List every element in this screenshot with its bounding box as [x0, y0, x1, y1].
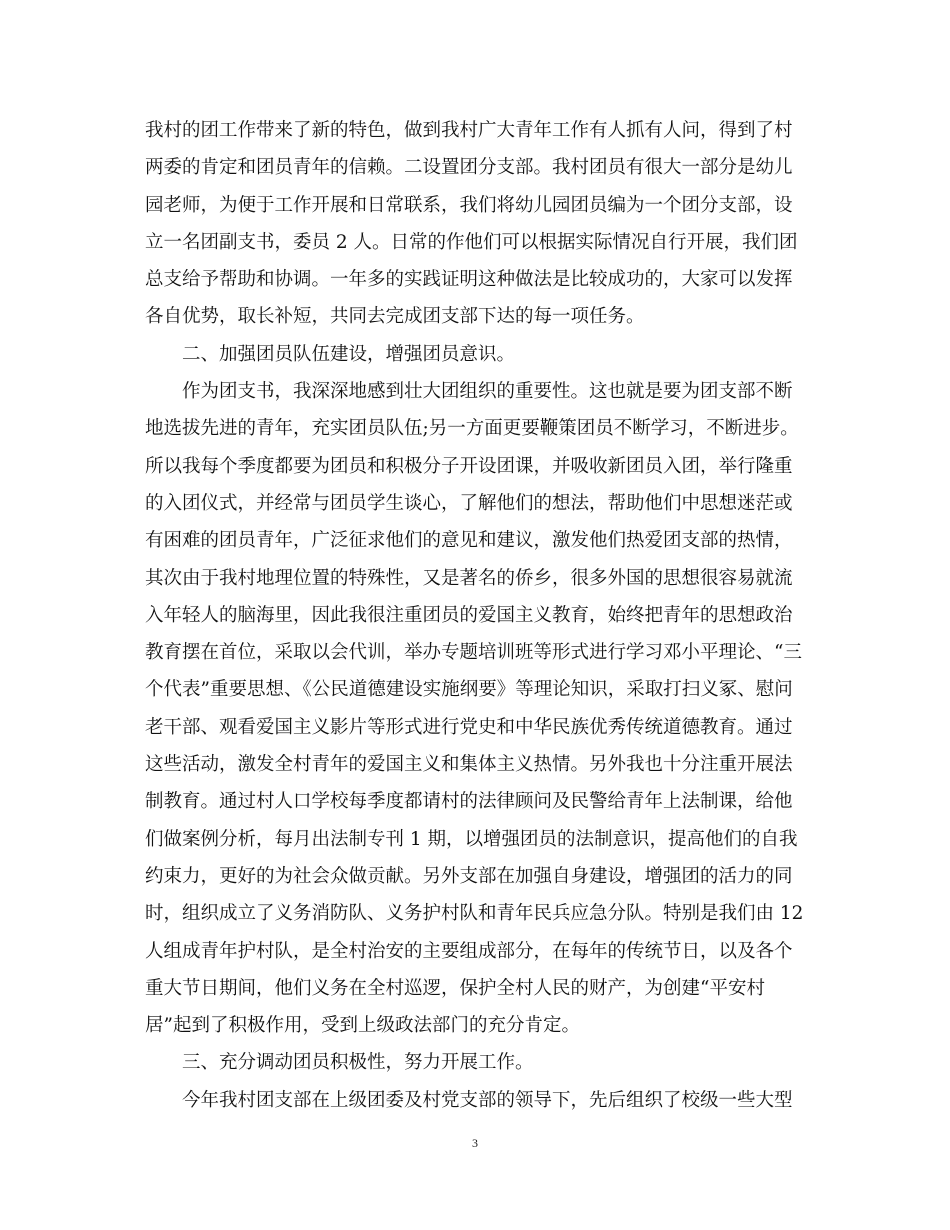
text-line: 有困难的团员青年，广泛征求他们的意见和建议，激发他们热爱团支部的热情， — [145, 530, 793, 552]
text-line: 约束力，更好的为社会众做贡献。另外支部在加强自身建设，增强团的活力的同 — [145, 865, 793, 887]
text-line: 们做案例分析，每月出法制专刊 1 期，以增强团员的法制意识，提高他们的自我 — [145, 828, 798, 850]
text-line: 入年轻人的脑海里，因此我很注重团员的爱国主义教育，始终把青年的思想政治 — [145, 604, 793, 626]
text-line: 我村的团工作带来了新的特色，做到我村广大青年工作有人抓有人问，得到了村 — [145, 120, 793, 141]
text-line: 这些活动，激发全村青年的爱国主义和集体主义热情。另外我也十分注重开展法 — [145, 754, 793, 776]
text-line: 居”起到了积极作用，受到上级政法部门的充分肯定。 — [145, 1015, 580, 1037]
text-line: 制教育。通过村人口学校每季度都请村的法律顾问及民警给青年上法制课，给他 — [145, 791, 793, 813]
text-line: 地选拔先进的青年，充实团员队伍;另一方面更要鞭策团员不断学习，不断进步。 — [145, 418, 799, 440]
text-line: 今年我村团支部在上级团委及村党支部的领导下，先后组织了校级一些大型 — [182, 1089, 793, 1111]
text-line: 的入团仪式，并经常与团员学生谈心，了解他们的想法，帮助他们中思想迷茫或 — [145, 492, 793, 514]
text-line: 时，组织成立了义务消防队、义务护村队和青年民兵应急分队。特别是我们由 12 — [145, 903, 804, 925]
text-line: 老干部、观看爱国主义影片等形式进行党史和中华民族优秀传统道德教育。通过 — [145, 716, 793, 738]
text-line: 所以我每个季度都要为团员和积极分子开设团课，并吸收新团员入团，举行隆重 — [145, 455, 793, 477]
text-line: 人组成青年护村队，是全村治安的主要组成部分，在每年的传统节日，以及各个 — [145, 940, 793, 962]
text-line: 园老师，为便于工作开展和日常联系，我们将幼儿园团员编为一个团分支部，设 — [145, 194, 793, 216]
text-line: 教育摆在首位，采取以会代训，举办专题培训班等形式进行学习邓小平理论、“三 — [145, 642, 802, 664]
body-text — [145, 112, 810, 1119]
text-line: 重大节日期间，他们义务在全村巡逻，保护全村人民的财产，为创建“平安村 — [145, 977, 765, 999]
text-line: 两委的肯定和团员青年的信赖。二设置团分支部。我村团员有很大一部分是幼儿 — [145, 157, 793, 179]
text-line: 二、加强团员队伍建设，增强团员意识。 — [182, 343, 516, 365]
text-line: 三、充分调动团员积极性，努力开展工作。 — [182, 1052, 534, 1074]
text-line: 其次由于我村地理位置的特殊性，又是著名的侨乡，很多外国的思想很容易就流 — [145, 567, 793, 589]
text-line: 个代表”重要思想、《公民道德建设实施纲要》等理论知识，采取打扫义冢、慰问 — [145, 679, 793, 701]
text-line: 总支给予帮助和协调。一年多的实践证明这种做法是比较成功的，大家可以发挥 — [145, 269, 793, 291]
text-line: 作为团支书，我深深地感到壮大团组织的重要性。这也就是要为团支部不断 — [182, 381, 793, 403]
text-line: 立一名团副支书，委员 2 人。日常的作他们可以根据实际情况自行开展，我们团 — [145, 231, 798, 253]
page-number: 3 — [472, 1136, 478, 1150]
text-line: 各自优势，取长补短，共同去完成团支部下达的每一项任务。 — [145, 306, 645, 328]
